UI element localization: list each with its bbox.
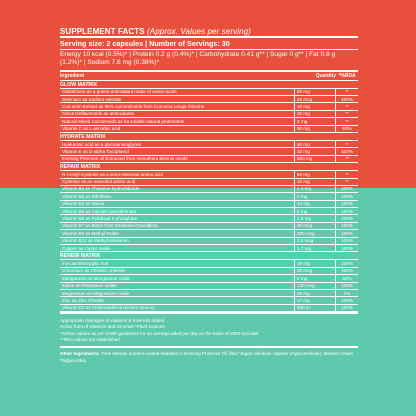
ingredient-rda: 100% (336, 282, 359, 289)
ingredient-rda: ** (336, 141, 359, 148)
ingredient-quantity: 1.4 mg (295, 185, 336, 192)
ingredient-table (60, 141, 358, 163)
serving-info: Serving size: 2 capsules | Number of Servings: 30 (60, 39, 230, 48)
ingredient-name: Hyaluronic acid as a glycoaminoglycan (60, 141, 295, 148)
ingredient-row (60, 178, 358, 185)
ingredient-rda: 100% (336, 245, 359, 252)
other-ingredients-label: Other Ingredients: (60, 351, 100, 357)
rda-header: *%RDA (338, 72, 356, 79)
ingredient-quantity: 500 mg (295, 155, 336, 162)
ingredient-row (60, 110, 358, 117)
ingredient-table (60, 260, 358, 312)
ingredient-rda: 7% (336, 289, 359, 296)
ingredient-name: Cysteine as an essential amino acid (60, 178, 295, 185)
footnote: **RDA values not established (60, 337, 120, 343)
ingredient-name: Vitamin E as D-alpha Tocopherol (60, 148, 295, 155)
ingredient-row (60, 148, 358, 155)
ingredient-quantity: 10 mg (295, 148, 336, 155)
ingredient-name: Vitamin B2 as Riboflavin (60, 193, 295, 200)
ingredient-row (60, 245, 358, 252)
facts-title-text: SUPPLEMENT FACTS (60, 27, 145, 36)
footnote: Active form of vitamins and minerals *Plant sources (60, 324, 165, 330)
ingredient-quantity: 50 mg (295, 125, 336, 132)
ingredient-name: Vitamin B7 as Biotin from Sesbania Grandiflora (60, 222, 295, 229)
ingredient-quantity: 50 mg (295, 171, 336, 178)
section-heading: RENEW MATRIX (60, 252, 358, 260)
ingredient-name: Glutathione as a potent antioxidant made of amino acids (60, 89, 295, 96)
ingredient-name: Zinc as Zinc Chelate (60, 297, 295, 304)
ingredient-rda: ** (336, 118, 359, 125)
ingredient-rda: 100% (336, 95, 359, 102)
ingredient-name: Iodine as Potassium iodide (60, 282, 295, 289)
footnote: Appropriate overages of vitamins & minerals added (60, 318, 165, 324)
ingredient-rda: 100% (336, 230, 359, 237)
ingredient-rda: 100% (336, 222, 359, 229)
footnote: *%RDA values as per ICMR guidelines for an average adult per day on the basis of 2000 kcal diet (60, 330, 259, 336)
ingredient-quantity: 80 mg (295, 89, 336, 96)
ingredient-table (60, 171, 358, 252)
ingredient-name: Manganese as Manganese oxide (60, 275, 295, 282)
ingredient-rda: 100% (336, 215, 359, 222)
ingredient-rda: 100% (336, 304, 359, 311)
ingredient-quantity: 1.9 mg (295, 215, 336, 222)
ingredient-row (60, 267, 358, 274)
ingredient-header: Ingredient (60, 72, 85, 79)
facts-title (60, 27, 358, 36)
ingredient-row (60, 222, 358, 229)
ingredient-rda: ** (336, 89, 359, 96)
ingredient-quantity: 2 mg (295, 193, 336, 200)
ingredient-sections (60, 81, 358, 313)
energy-info: Energy 10 kcal (0.5%)* | Protein 0.2 g (0.4%)* | Carbohydrate 0.41 g** | Sugar 0 g** | Fat 0.8 g (1.2%)* | Sodium 7.6 mg (0.38%)* (60, 51, 336, 67)
ingredient-name: Vitamin D3 as Cholecalciferol (Lichen source) (60, 304, 295, 311)
ingredient-row (60, 237, 358, 244)
ingredient-quantity: 10 mg (295, 178, 336, 185)
ingredient-name: Vitamin B1 as Thiamine hydrochloride (60, 185, 295, 192)
ingredient-quantity: 17 mg (295, 297, 336, 304)
ingredient-row (60, 289, 358, 296)
ingredient-name: Citrus bioflavonoids as antioxidants (60, 110, 295, 117)
quantity-header: Quantity (315, 72, 336, 79)
ingredient-quantity: 19 mg (295, 260, 336, 267)
ingredient-quantity: 25 mg (295, 289, 336, 296)
footnotes (60, 314, 358, 343)
ingredient-row (60, 193, 358, 200)
ingredient-row (60, 171, 358, 178)
column-headers (60, 72, 358, 80)
ingredient-row (60, 297, 358, 304)
ingredient-quantity: 2 mg (295, 118, 336, 125)
ingredient-rda: 100% (336, 237, 359, 244)
ingredient-row (60, 155, 358, 162)
other-ingredients-text: Time release nutrient-coated beadlets in Evening Primrose Oil filled Vegan cellulose capsule (Hypromellose), Medium Chain Triglycerides. (60, 351, 354, 363)
ingredient-quantity: 40 mcg (295, 222, 336, 229)
ingredient-quantity: 14 mg (295, 200, 336, 207)
ingredient-quantity: 5 mg (295, 208, 336, 215)
ingredient-quantity: 600 IU (295, 304, 336, 311)
ingredient-rda: ** (336, 155, 359, 162)
ingredient-name: Selenium as Sodium selenite (60, 95, 295, 102)
ingredient-name: Vitamin C as L-ascorbic acid (60, 125, 295, 132)
ingredient-row (60, 230, 358, 237)
ingredient-name: Vitamin B6 as Pyridoxal 5-phosphate (60, 215, 295, 222)
supplement-facts-panel (60, 27, 358, 403)
ingredient-quantity: 1.7 mg (295, 245, 336, 252)
ingredient-rda: 100% (336, 193, 359, 200)
ingredient-row (60, 95, 358, 102)
ingredient-row (60, 215, 358, 222)
section-heading: GLOW MATRIX (60, 81, 358, 89)
ingredient-name: N-Acetyl-Cysteine as a semi-essential amino acid (60, 171, 295, 178)
ingredient-quantity: 2 mg (295, 275, 336, 282)
ingredient-row (60, 208, 358, 215)
ingredient-row (60, 125, 358, 132)
ingredient-rda: 100% (336, 200, 359, 207)
ingredient-rda: 100% (336, 185, 359, 192)
section-heading: HYDRATE MATRIX (60, 133, 358, 141)
ingredient-quantity: 50 mg (295, 141, 336, 148)
ingredient-name: Iron as Electrolytic iron (60, 260, 295, 267)
ingredient-quantity: 2.2 mcg (295, 237, 336, 244)
ingredient-rda: ** (336, 103, 359, 110)
ingredient-quantity: 50 mcg (295, 267, 336, 274)
other-ingredients (60, 348, 358, 363)
ingredient-rda: ** (336, 178, 359, 185)
ingredient-name: Copper as Cupric oxide (60, 245, 295, 252)
ingredient-rda: 63% (336, 125, 359, 132)
ingredient-rda: 100% (336, 148, 359, 155)
ingredient-rda: 50% (336, 275, 359, 282)
ingredient-row (60, 141, 358, 148)
ingredient-rda: 100% (336, 260, 359, 267)
ingredient-row (60, 103, 358, 110)
ingredient-rda: 100% (336, 297, 359, 304)
ingredient-row (60, 89, 358, 96)
ingredient-name: Chromium as Chromic chloride (60, 267, 295, 274)
ingredient-quantity: 10 mg (295, 103, 336, 110)
ingredient-row (60, 304, 358, 311)
ingredient-name: Vitamin B5 as Calcium pantothenate (60, 208, 295, 215)
section-heading: REPAIR MATRIX (60, 163, 358, 171)
ingredient-name: Magnesium as Magnesium oxide (60, 289, 295, 296)
ingredient-name: Vitamin B9 as Methyl Folate (60, 230, 295, 237)
ingredient-table (60, 89, 358, 133)
ingredient-quantity: 140 mcg (295, 282, 336, 289)
ingredient-row (60, 185, 358, 192)
ingredient-rda: 100% (336, 267, 359, 274)
ingredient-name: Curcumin Extract as 95% curcuminoids from Curcuma Longa rhizome (60, 103, 295, 110)
ingredient-quantity: 40 mcg (295, 95, 336, 102)
ingredient-rda: ** (336, 171, 359, 178)
ingredient-quantity: 20 mg (295, 110, 336, 117)
ingredient-name: Vitamin B3 as Niacin (60, 200, 295, 207)
ingredient-row (60, 282, 358, 289)
ingredient-name: Vitamin B12 as Methylcobalamin (60, 237, 295, 244)
ingredient-row (60, 118, 358, 125)
facts-subtitle: (Approx. Values per serving) (147, 27, 251, 36)
ingredient-row (60, 260, 358, 267)
ingredient-row (60, 200, 358, 207)
ingredient-name: Evening Primrose oil Extracted from Oenothera biennis seeds (60, 155, 295, 162)
ingredient-rda: 100% (336, 208, 359, 215)
ingredient-name: Natural Mixed Carotenoids as fat soluble natural protectants (60, 118, 295, 125)
ingredient-row (60, 275, 358, 282)
ingredient-rda: ** (336, 110, 359, 117)
ingredient-quantity: 300 mcg (295, 230, 336, 237)
